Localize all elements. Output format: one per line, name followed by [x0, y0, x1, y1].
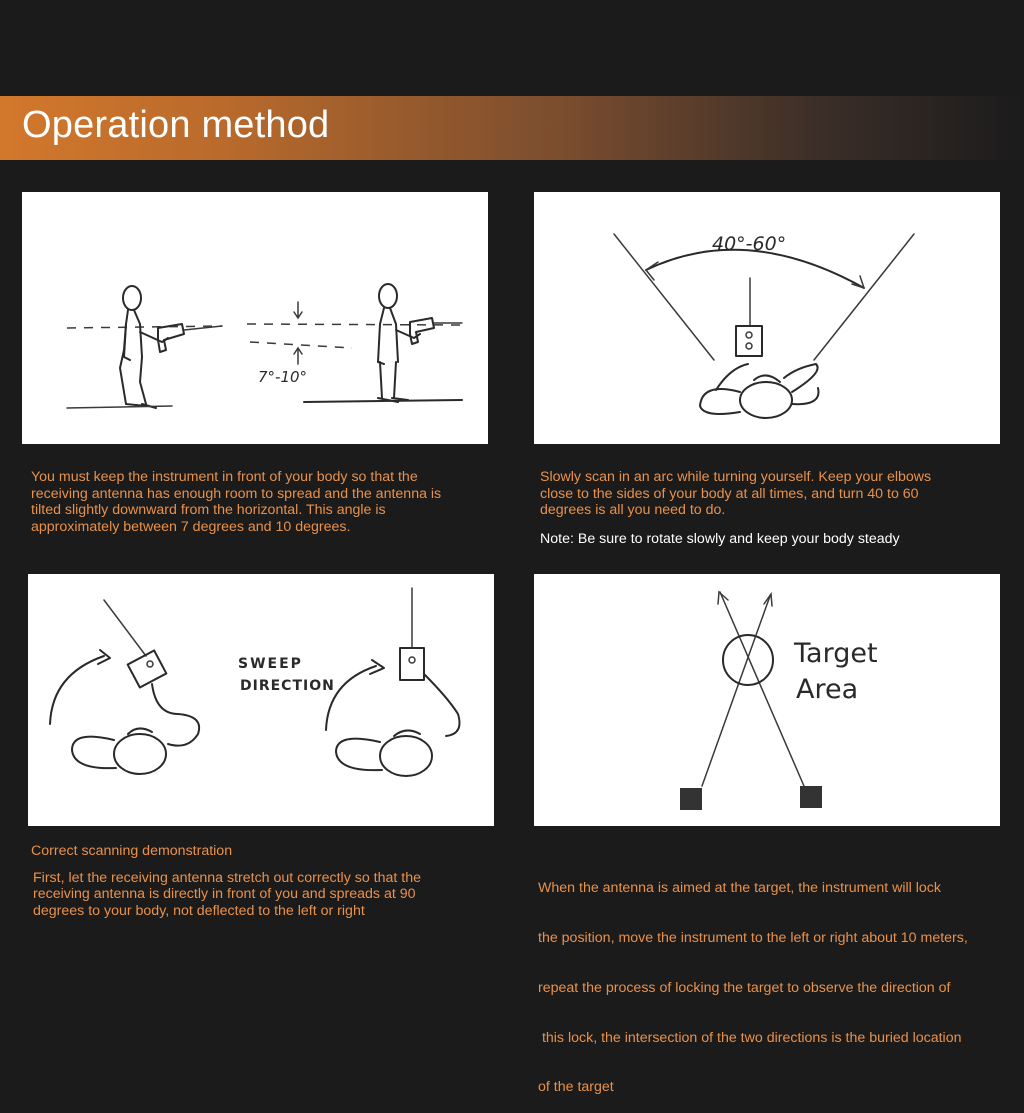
sweep-caption	[31, 843, 506, 919]
arc-angle-label: 40°-60°	[712, 233, 787, 255]
target-area-sketch	[534, 574, 1000, 826]
caption-line: When the antenna is aimed at the target, the instrument will lock	[538, 880, 941, 897]
instrument-icon	[736, 278, 762, 356]
arc-sketch	[534, 192, 1000, 444]
tilt-angle-marker	[258, 302, 307, 386]
caption-line: close to the sides of your body at all times, and turn 40 to 60	[540, 485, 919, 502]
caption-line: tilted slightly downward from the horizontal. This angle is	[31, 502, 386, 519]
person-left-figure	[120, 286, 222, 408]
caption-line: this lock, the intersection of the two directions is the buried location	[538, 1029, 962, 1046]
sweep-label-line2: DIRECTION	[240, 678, 335, 694]
person-top-view	[700, 364, 818, 418]
target-diagram	[534, 574, 1000, 826]
caption-line: First, let the receiving antenna stretch out correctly so that the	[33, 869, 421, 886]
tilt-sketch	[22, 192, 488, 444]
arc-caption	[540, 469, 1010, 547]
sweep-caption-title: Correct scanning demonstration	[31, 843, 233, 859]
title-banner	[0, 96, 1024, 160]
target-caption	[538, 847, 1018, 1113]
position-marker-right	[800, 786, 822, 808]
caption-line: degrees is all you need to do.	[540, 502, 726, 519]
arc-diagram	[534, 192, 1000, 444]
caption-line: Slowly scan in an arc while turning yourself. Keep your elbows	[540, 469, 932, 485]
caption-line: You must keep the instrument in front of your body so that the	[31, 469, 418, 485]
tilt-angle-label: 7°-10°	[258, 368, 308, 386]
target-label-line1: Target	[794, 638, 878, 669]
sweep-left-figure	[50, 600, 199, 774]
target-circle	[723, 635, 773, 685]
caption-line: repeat the process of locking the target to observe the direction of	[538, 979, 951, 996]
sweep-label-line1: SWEEP	[238, 656, 303, 672]
person-right-figure	[378, 284, 462, 402]
position-marker-left	[680, 788, 702, 810]
page-title: Operation method	[22, 104, 330, 146]
sweep-diagram	[28, 574, 494, 826]
caption-line: receiving antenna has enough room to spread and the antenna is	[31, 485, 442, 502]
tilt-diagram	[22, 192, 488, 444]
caption-line: receiving antenna is directly in front of you and spreads at 90	[33, 886, 416, 903]
rotation-note: Note: Be sure to rotate slowly and keep your body steady	[540, 530, 900, 547]
caption-line: of the target	[538, 1079, 614, 1096]
target-label-line2: Area	[796, 674, 859, 705]
caption-line: approximately between 7 degrees and 10 degrees.	[31, 518, 351, 535]
sweep-right-figure	[326, 588, 460, 776]
tilt-caption	[31, 469, 506, 535]
caption-line: the position, move the instrument to the left or right about 10 meters,	[538, 929, 968, 946]
sweep-sketch	[28, 574, 494, 826]
caption-line: degrees to your body, not deflected to the left or right	[33, 902, 365, 919]
